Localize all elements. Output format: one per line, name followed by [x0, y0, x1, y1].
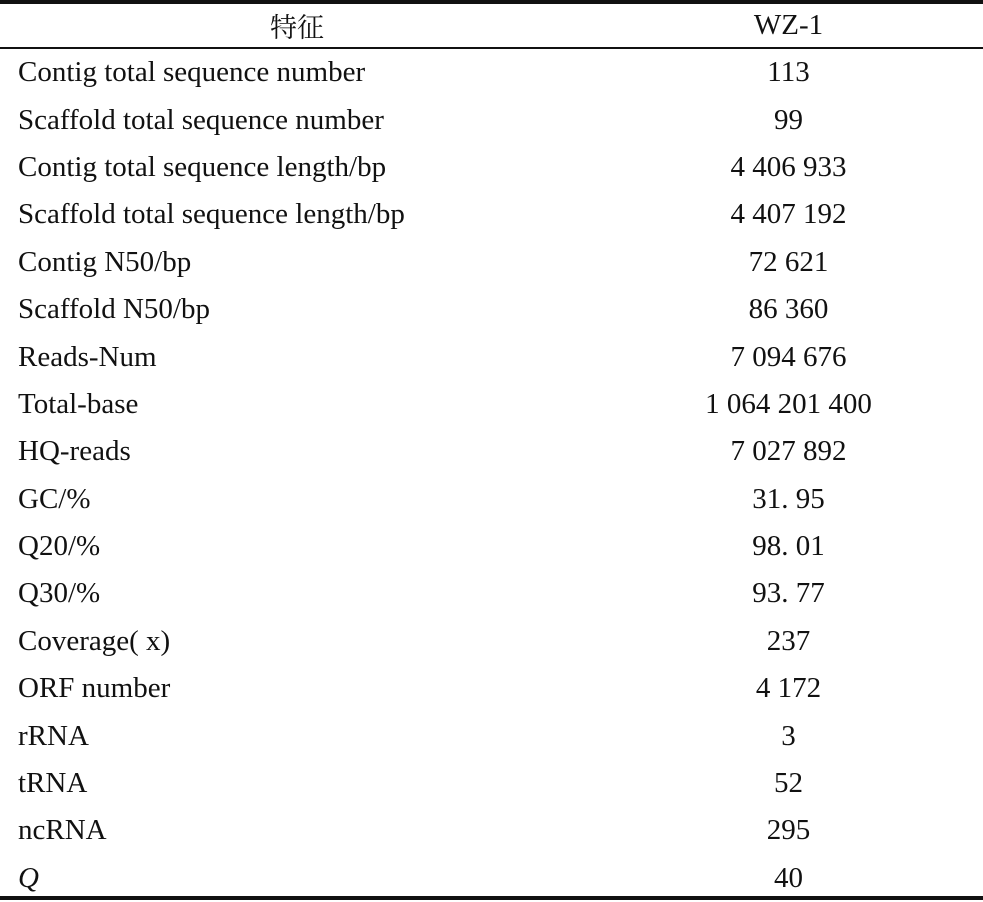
- table-row: [0, 96, 983, 143]
- row-value: 4 407 192: [730, 198, 847, 231]
- row-value: 93. 77: [752, 577, 825, 610]
- row-label: Q30/%: [18, 577, 101, 610]
- table-row: [0, 333, 983, 380]
- table-row: [0, 49, 983, 96]
- row-label: Q20/%: [18, 530, 101, 563]
- row-value: 4 406 933: [730, 150, 847, 183]
- row-value: 86 360: [748, 293, 829, 326]
- row-label: Q: [18, 861, 39, 894]
- row-value: 7 094 676: [730, 340, 847, 373]
- table-body: [0, 49, 983, 902]
- row-label: rRNA: [18, 719, 89, 752]
- row-value: 1 064 201 400: [705, 387, 872, 420]
- row-value: 99: [774, 103, 803, 136]
- row-value: 113: [767, 56, 810, 89]
- table-row: [0, 381, 983, 428]
- row-value: 3: [781, 719, 796, 752]
- table-row: [0, 476, 983, 523]
- table-row: [0, 618, 983, 665]
- row-value: 237: [766, 624, 811, 657]
- row-label: Reads-Num: [18, 340, 157, 373]
- row-value: 72 621: [748, 245, 829, 278]
- table-row: [0, 570, 983, 617]
- row-label: ORF number: [18, 672, 171, 705]
- row-label: Coverage( x): [18, 624, 171, 657]
- table-row: [0, 523, 983, 570]
- table-row: [0, 712, 983, 759]
- row-label: GC/%: [18, 482, 91, 515]
- table-row: [0, 144, 983, 191]
- feature-column-header: 特征: [270, 13, 324, 44]
- row-value: 4 172: [755, 672, 822, 705]
- table-row: [0, 191, 983, 238]
- sample-column-header: WZ-1: [753, 9, 824, 41]
- table-row: [0, 855, 983, 902]
- row-label: Scaffold total sequence length/bp: [18, 198, 405, 231]
- table-row: [0, 760, 983, 807]
- row-label: ncRNA: [18, 814, 107, 847]
- genome-stats-table: [0, 4, 983, 902]
- row-label: Contig N50/bp: [18, 245, 192, 278]
- table-row: [0, 807, 983, 854]
- table-row: [0, 665, 983, 712]
- row-value: 7 027 892: [730, 435, 847, 468]
- row-value: 52: [774, 767, 803, 800]
- row-value: 98. 01: [752, 530, 825, 563]
- row-label: Scaffold total sequence number: [18, 103, 384, 136]
- row-label: HQ-reads: [18, 435, 131, 468]
- row-value: 295: [766, 814, 811, 847]
- table-row: [0, 286, 983, 333]
- table-row: [0, 428, 983, 475]
- row-value: 31. 95: [752, 482, 825, 515]
- row-label: Contig total sequence number: [18, 56, 366, 89]
- row-label: Scaffold N50/bp: [18, 293, 210, 326]
- row-label: tRNA: [18, 767, 88, 800]
- row-label: Contig total sequence length/bp: [18, 150, 387, 183]
- table-header: [0, 4, 983, 49]
- row-value: 40: [774, 861, 803, 894]
- row-label: Total-base: [18, 387, 139, 420]
- table-row: [0, 239, 983, 286]
